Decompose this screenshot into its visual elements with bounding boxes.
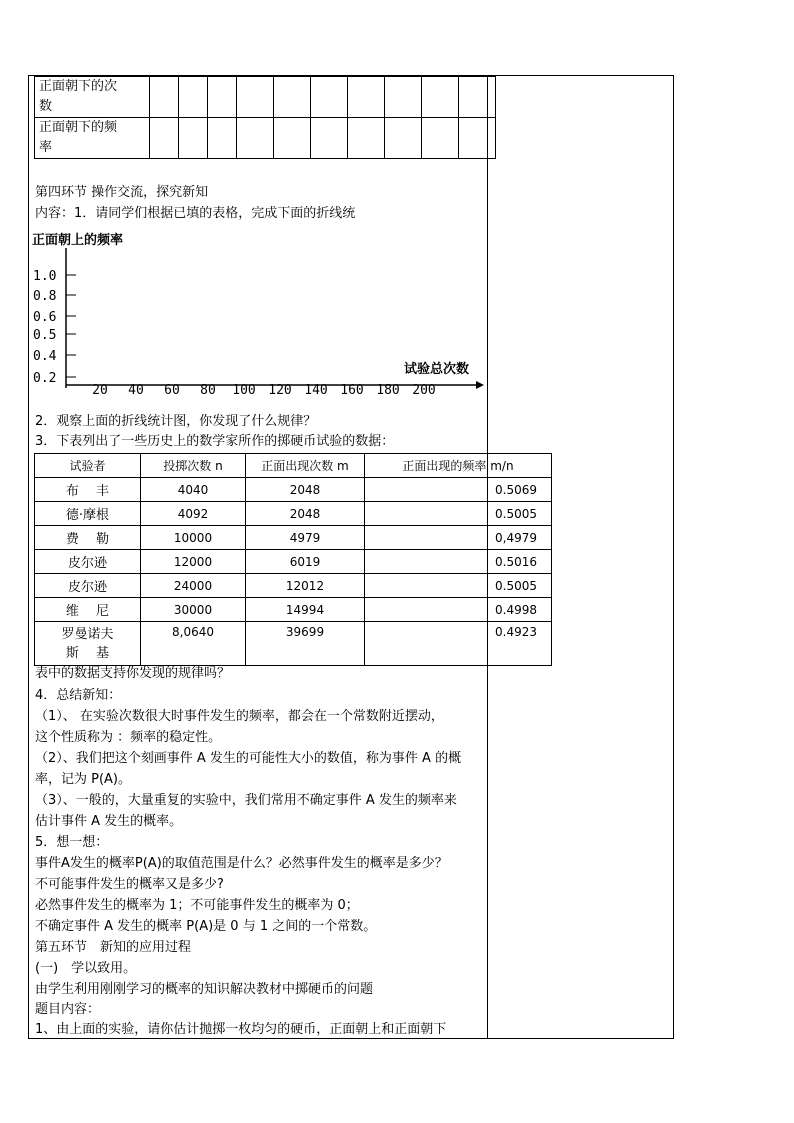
question-2: 2．观察上面的折线统计图，你发现了什么规律？: [35, 414, 317, 429]
table-row: [35, 550, 552, 574]
cell-m: 6019: [246, 550, 365, 574]
cell-freq: 0.4998: [365, 598, 552, 622]
cell-name: 布 丰: [35, 478, 141, 502]
cell-m: 2048: [246, 502, 365, 526]
section4-title: 第四环节 操作交流，探究新知: [35, 185, 209, 200]
x-tick-label: 180: [376, 383, 400, 398]
body-line: 1、由上面的实验，请你估计抛掷一枚均匀的硬币，正面朝上和正面朝下: [35, 1022, 447, 1037]
cell-m: 39699: [246, 622, 365, 666]
empty-cell[interactable]: [422, 77, 459, 118]
table-row: [35, 502, 552, 526]
cell-n: 30000: [141, 598, 246, 622]
cell-name: 维 尼: [35, 598, 141, 622]
y-tick-label: 0.4: [33, 349, 57, 364]
frequency-line-chart: [28, 228, 488, 403]
cell-name: 德·摩根: [35, 502, 141, 526]
body-line: 不确定事件 A 发生的概率 P(A)是 0 与 1 之间的一个常数。: [35, 919, 377, 934]
empty-cell[interactable]: [237, 118, 274, 159]
empty-cell[interactable]: [274, 118, 311, 159]
cell-name: 费 勒: [35, 526, 141, 550]
cell-m: 14994: [246, 598, 365, 622]
body-line: 事件A发生的概率P(A)的取值范围是什么？必然事件发生的概率是多少？: [35, 856, 448, 871]
empty-cell[interactable]: [385, 77, 422, 118]
body-line: 5．想一想：: [35, 835, 109, 850]
body-line: 这个性质称为 ：频率的稳定性。: [35, 730, 222, 745]
y-tick-label: 0.5: [33, 328, 57, 343]
cell-freq: 0.5016: [365, 550, 552, 574]
header-cell: 正面出现次数 m: [246, 454, 365, 478]
question-3: 3．下表列出了一些历史上的数学家所作的掷硬币试验的数据：: [35, 434, 395, 449]
x-tick-label: 200: [412, 383, 436, 398]
table-row: [35, 526, 552, 550]
x-tick-label: 140: [304, 383, 328, 398]
cell-name: 皮尔逊: [35, 574, 141, 598]
cell-n: 4040: [141, 478, 246, 502]
row-label: 正面朝下的次 数: [35, 77, 150, 118]
cell-n: 12000: [141, 550, 246, 574]
table-row: [35, 622, 552, 666]
body-line: 由学生利用刚刚学习的概率的知识解决教材中掷硬币的问题: [35, 982, 374, 997]
y-tick-group: [33, 269, 76, 386]
empty-cell[interactable]: [179, 118, 208, 159]
cell-freq: 0.4923: [365, 622, 552, 666]
empty-cell[interactable]: [459, 77, 496, 118]
body-line: （1）、 在实验次数很大时事件发生的频率，都会在一个常数附近摆动，: [35, 709, 444, 724]
y-axis-label: 正面朝上的频率: [32, 233, 124, 248]
body-line: 必然事件发生的概率为 1；不可能事件发生的概率为 0；: [35, 898, 359, 913]
empty-cell[interactable]: [179, 77, 208, 118]
cell-n: 10000: [141, 526, 246, 550]
body-line: 不可能事件发生的概率又是多少?: [35, 877, 224, 892]
x-tick-label: 60: [164, 383, 180, 398]
cell-freq: 0.5005: [365, 574, 552, 598]
x-tick-label: 160: [340, 383, 364, 398]
row-label: 正面朝下的频 率: [35, 118, 150, 159]
header-cell: 投掷次数 n: [141, 454, 246, 478]
empty-cell[interactable]: [311, 118, 348, 159]
cell-n: 24000: [141, 574, 246, 598]
empty-cell[interactable]: [208, 118, 237, 159]
x-tick-label: 40: [128, 383, 144, 398]
body-line: （2）、我们把这个刻画事件 A 发生的可能性大小的数值，称为事件 A 的概: [35, 751, 462, 766]
x-tick-label: 20: [92, 383, 108, 398]
x-tick-label: 80: [200, 383, 216, 398]
cell-m: 4979: [246, 526, 365, 550]
body-line: 第五环节 新知的应用过程: [35, 940, 192, 955]
header-cell: 试验者: [35, 454, 141, 478]
table-row: [35, 118, 496, 159]
empty-cell[interactable]: [208, 77, 237, 118]
body-line: 题目内容：: [35, 1002, 101, 1017]
cell-freq: 0.5005: [365, 502, 552, 526]
table-row: [35, 478, 552, 502]
body-line: (一) 学以致用。: [35, 961, 137, 976]
body-line: 率，记为 P(A)。: [35, 772, 132, 787]
empty-cell[interactable]: [311, 77, 348, 118]
table-row: [35, 598, 552, 622]
cell-freq: 0,4979: [365, 526, 552, 550]
empty-cell[interactable]: [274, 77, 311, 118]
x-tick-label: 100: [232, 383, 256, 398]
y-tick-label: 1.0: [33, 269, 57, 284]
body-line: 4．总结新知：: [35, 688, 122, 703]
empty-cell[interactable]: [348, 77, 385, 118]
cell-m: 2048: [246, 478, 365, 502]
table-row: [35, 574, 552, 598]
cell-name: 皮尔逊: [35, 550, 141, 574]
empty-cell[interactable]: [150, 118, 179, 159]
blank-frequency-table: [34, 76, 496, 159]
y-tick-label: 0.2: [33, 371, 57, 386]
empty-cell[interactable]: [459, 118, 496, 159]
x-axis-label: 试验总次数: [404, 362, 470, 377]
empty-cell[interactable]: [237, 77, 274, 118]
empty-cell[interactable]: [348, 118, 385, 159]
empty-cell[interactable]: [385, 118, 422, 159]
cell-n: 8,0640: [141, 622, 246, 666]
body-line: （3）、一般的，大量重复的实验中，我们常用不确定事件 A 发生的频率来: [35, 793, 457, 808]
cell-n: 4092: [141, 502, 246, 526]
section4-content: 内容：1．请同学们根据已填的表格，完成下面的折线统: [35, 206, 356, 221]
table-header-row: [35, 454, 552, 478]
x-axis-arrow: [476, 381, 484, 389]
body-line: 估计事件 A 发生的概率。: [35, 814, 183, 829]
y-tick-label: 0.6: [33, 310, 57, 325]
body-line: 表中的数据支持你发现的规律吗？: [35, 666, 231, 681]
x-tick-label: 120: [268, 383, 292, 398]
cell-freq: 0.5069: [365, 478, 552, 502]
cell-m: 12012: [246, 574, 365, 598]
empty-cell[interactable]: [150, 77, 179, 118]
cell-name: 罗曼诺夫 斯 基: [35, 622, 141, 666]
table-row: [35, 77, 496, 118]
empty-cell[interactable]: [422, 118, 459, 159]
header-cell: 正面出现的频率 m/n: [365, 454, 552, 478]
y-tick-label: 0.8: [33, 289, 57, 304]
history-table: [34, 453, 552, 666]
